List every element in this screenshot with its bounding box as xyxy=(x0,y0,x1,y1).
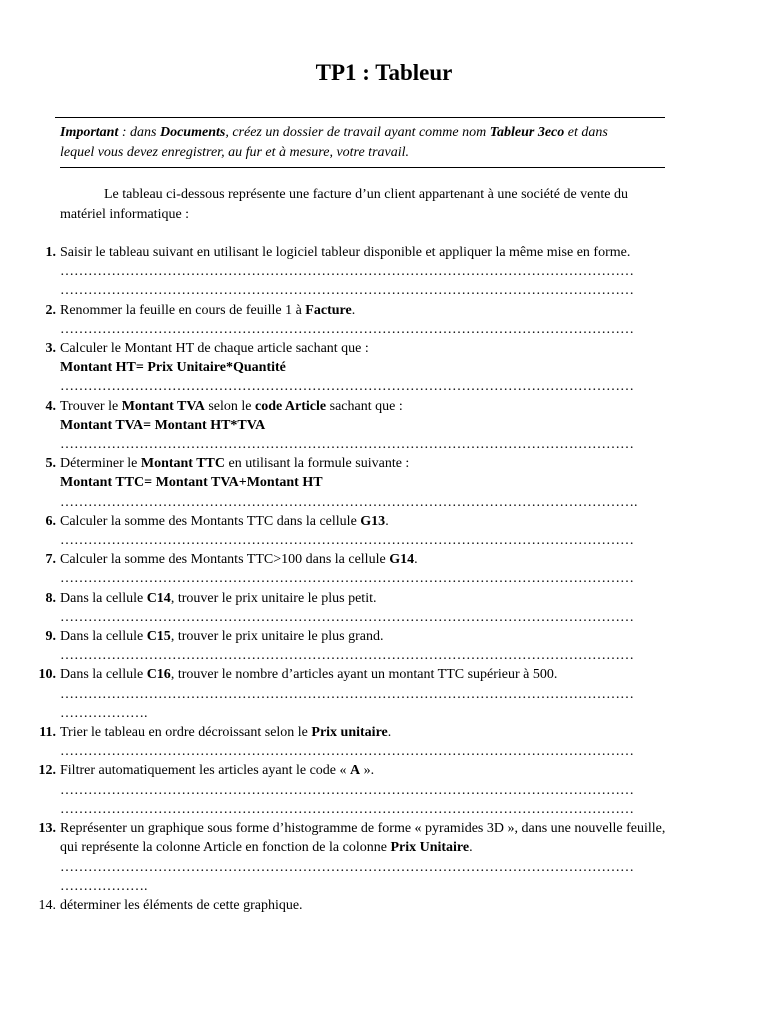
list-item xyxy=(0,243,768,301)
answer-dots: …………………………………………………………………………………………………………… xyxy=(60,264,634,280)
list-item xyxy=(0,761,768,819)
item-text: Calculer le Montant HT de chaque article sachant que : xyxy=(60,341,369,357)
answer-dots: …………………………………………………………………………………………………………… xyxy=(60,859,634,875)
item-number: 3. xyxy=(45,341,56,357)
item-number: 8. xyxy=(45,590,56,606)
answer-dots: …………………………………………………………………………………………………………… xyxy=(60,801,634,817)
list-item xyxy=(0,397,768,455)
item-number: 13. xyxy=(38,821,56,837)
item-number: 4. xyxy=(45,398,56,414)
answer-dots: …………………………………………………………………………………………………………… xyxy=(60,648,634,664)
answer-dots: …………………………………………………………………………………………………………… xyxy=(60,533,634,549)
item-text: Calculer la somme des Montants TTC>100 dans la cellule G14. xyxy=(60,552,418,568)
item-number: 7. xyxy=(45,552,56,568)
list-item xyxy=(0,454,768,512)
list-item xyxy=(0,550,768,588)
answer-dots: …………………………………………………………………………………………………………… xyxy=(60,609,634,625)
item-number: 11. xyxy=(39,725,56,741)
page-title: TP1 : Tableur xyxy=(315,60,453,85)
item-formula: Montant HT= Prix Unitaire*Quantité xyxy=(60,360,286,376)
item-number: 2. xyxy=(45,302,56,318)
item-text: Déterminer le Montant TTC en utilisant la formule suivante : xyxy=(60,456,410,472)
important-note xyxy=(60,123,680,163)
item-text-continued: qui représente la colonne Article en fonction de la colonne Prix Unitaire. xyxy=(60,840,473,856)
answer-dots: …………………………………………………………………………………………………………… xyxy=(60,686,634,702)
item-number: 1. xyxy=(45,245,56,260)
item-text: Représenter un graphique sous forme d’histogramme de forme « pyramides 3D », dans une nouvelle feuille, xyxy=(60,821,666,837)
intro-paragraph xyxy=(60,185,700,225)
note-important-label: Important xyxy=(60,125,119,140)
item-number: 5. xyxy=(45,456,56,472)
item-number: 12. xyxy=(38,763,56,779)
bottom-divider xyxy=(155,167,665,168)
intro-line-2: matériel informatique : xyxy=(60,207,190,222)
item-text: Renommer la feuille en cours de feuille 1 à Facture. xyxy=(60,302,356,318)
item-text: Trier le tableau en ordre décroissant selon le Prix unitaire. xyxy=(60,725,392,741)
list-item xyxy=(0,819,768,896)
answer-dots: ……………………………………………………………………………………………………………. xyxy=(60,494,638,510)
note-text-a: : dans xyxy=(118,125,160,140)
note-folder-name: Tableur 3eco xyxy=(489,125,565,140)
item-formula: Montant TTC= Montant TVA+Montant HT xyxy=(60,475,323,491)
note-line-1 xyxy=(60,123,680,143)
item-text: Trouver le Montant TVA selon le code Article sachant que : xyxy=(60,398,403,414)
list-item xyxy=(0,512,768,550)
item-text: Saisir le tableau suivant en utilisant le logiciel tableur disponible et appliquer la même mise en forme. xyxy=(60,245,631,260)
answer-dots: …………………………………………………………………………………………………………… xyxy=(60,437,634,453)
note-line-2: lequel vous devez enregistrer, au fur et à mesure, votre travail. xyxy=(60,145,410,160)
item-number: 10. xyxy=(38,667,56,683)
intro-line-1: Le tableau ci-dessous représente une facture d’un client appartenant à une société de vente du xyxy=(104,187,628,202)
item-text: Dans la cellule C14, trouver le prix unitaire le plus petit. xyxy=(60,590,377,606)
item-text: Dans la cellule C16, trouver le nombre d’articles ayant un montant TTC supérieur à 500. xyxy=(60,667,558,683)
top-divider xyxy=(55,117,665,118)
item-text: déterminer les éléments de cette graphique. xyxy=(60,897,303,913)
answer-dots: …………………………………………………………………………………………………………… xyxy=(60,283,634,299)
list-item xyxy=(0,589,768,627)
answer-dots: ………………. xyxy=(60,878,148,894)
list-item xyxy=(0,896,768,915)
item-text: Dans la cellule C15, trouver le prix unitaire le plus grand. xyxy=(60,629,384,645)
item-number: 9. xyxy=(45,629,56,645)
list-item xyxy=(0,301,768,339)
note-text-c: et dans xyxy=(564,125,608,140)
list-item xyxy=(0,723,768,761)
note-documents-label: Documents xyxy=(159,125,226,140)
answer-dots: …………………………………………………………………………………………………………… xyxy=(60,744,634,760)
answer-dots: …………………………………………………………………………………………………………… xyxy=(60,782,634,798)
item-number: 14. xyxy=(38,897,56,913)
list-item xyxy=(0,665,768,723)
answer-dots: …………………………………………………………………………………………………………… xyxy=(60,571,634,587)
answer-dots: …………………………………………………………………………………………………………… xyxy=(60,321,634,337)
bottom-divider-short xyxy=(60,167,155,168)
item-text: Calculer la somme des Montants TTC dans la cellule G13. xyxy=(60,513,389,529)
answer-dots: ………………. xyxy=(60,705,148,721)
note-text-b: , créez un dossier de travail ayant comme nom xyxy=(225,125,490,140)
item-formula: Montant TVA= Montant HT*TVA xyxy=(60,417,266,433)
question-list xyxy=(0,243,768,915)
list-item xyxy=(0,627,768,665)
item-text: Filtrer automatiquement les articles ayant le code « A ». xyxy=(60,763,375,779)
list-item xyxy=(0,339,768,397)
item-number: 6. xyxy=(45,513,56,529)
answer-dots: …………………………………………………………………………………………………………… xyxy=(60,379,634,395)
